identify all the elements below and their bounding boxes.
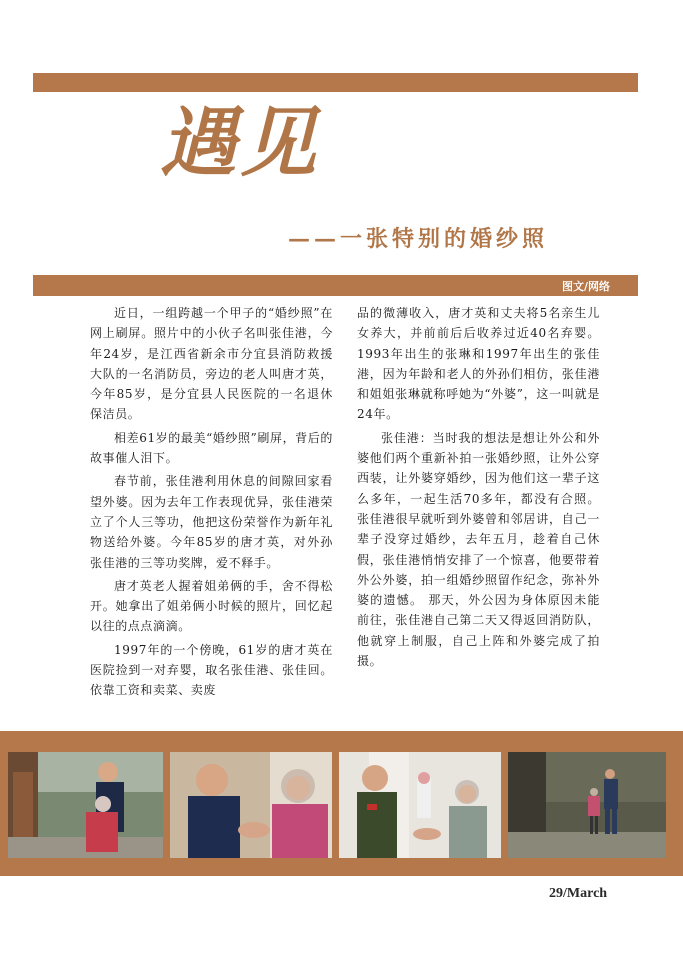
page-subtitle: ——一张特别的婚纱照 (288, 226, 549, 252)
photo-holding-hands (170, 752, 332, 858)
photo-credit: 图文/网络 (561, 280, 610, 293)
paragraph: 张佳港：当时我的想法是想让外公和外婆他们两个重新补拍一张婚纱照，让外公穿西装，让外婆穿婚纱，因为他们这一辈子这么多年，一起生活70多年，都没有合照。张佳港很早就听到外婆曾和邻居讲，自己一辈子没穿过婚纱，去年五月，趁着自己休假，张佳港悄悄安排了一个惊喜，他要带着外公外婆，拍一组婚纱照留作纪念，弥补外婆的遗憾。 那天，外公因为身体原因未能前往，张佳港自己第二天又得返回消防队，他就穿上制服，自己上阵和外婆完成了拍摄。 (357, 430, 600, 669)
paragraph: 相差61岁的最美“婚纱照”刷屏，背后的故事催人泪下。 (90, 430, 333, 466)
photo-wedding-style-portrait (339, 752, 501, 858)
top-decorative-band (33, 73, 638, 92)
page-number: 29/March (549, 886, 608, 901)
photo-grandson-embracing-grandmother (8, 752, 163, 858)
page-title: 遇见 (160, 98, 320, 187)
paragraph: 春节前，张佳港利用休息的间隙回家看望外婆。因为去年工作表现优异，张佳港荣立了个人三等功，他把这份荣誉作为新年礼物送给外婆。今年85岁的唐才英，对外孙张佳港的三等功奖牌，爱不释手。 (90, 474, 333, 570)
paragraph: 1997年的一个傍晚，61岁的唐才英在医院捡到一对弃婴，取名张佳港、张佳回。依靠工资和卖菜、卖废 (90, 642, 333, 698)
article-column-right (357, 303, 600, 674)
article-column-left (90, 303, 333, 704)
paragraph-continuation: 品的微薄收入，唐才英和丈夫将5名亲生儿女养大，并前前后后收养过近40名弃婴。1993年出生的张琳和1997年出生的张佳港，因为年龄和老人的外孙们相仿，张佳港和姐姐张琳就称呼她为“外婆”，这一叫就是24年。 (357, 306, 600, 422)
paragraph: 唐才英老人握着姐弟俩的手，舍不得松开。她拿出了姐弟俩小时候的照片，回忆起以往的点点滴滴。 (90, 578, 333, 634)
credit-band (33, 275, 638, 296)
paragraph: 近日，一组跨越一个甲子的“婚纱照”在网上刷屏。照片中的小伙子名叫张佳港，今年24岁，是江西省新余市分宜县消防救援大队的一名消防员，旁边的老人叫唐才英，今年85岁，是分宜县人民医院的一名退休保洁员。 (90, 306, 333, 422)
photo-walking-together (508, 752, 666, 858)
photo-strip (0, 731, 683, 876)
